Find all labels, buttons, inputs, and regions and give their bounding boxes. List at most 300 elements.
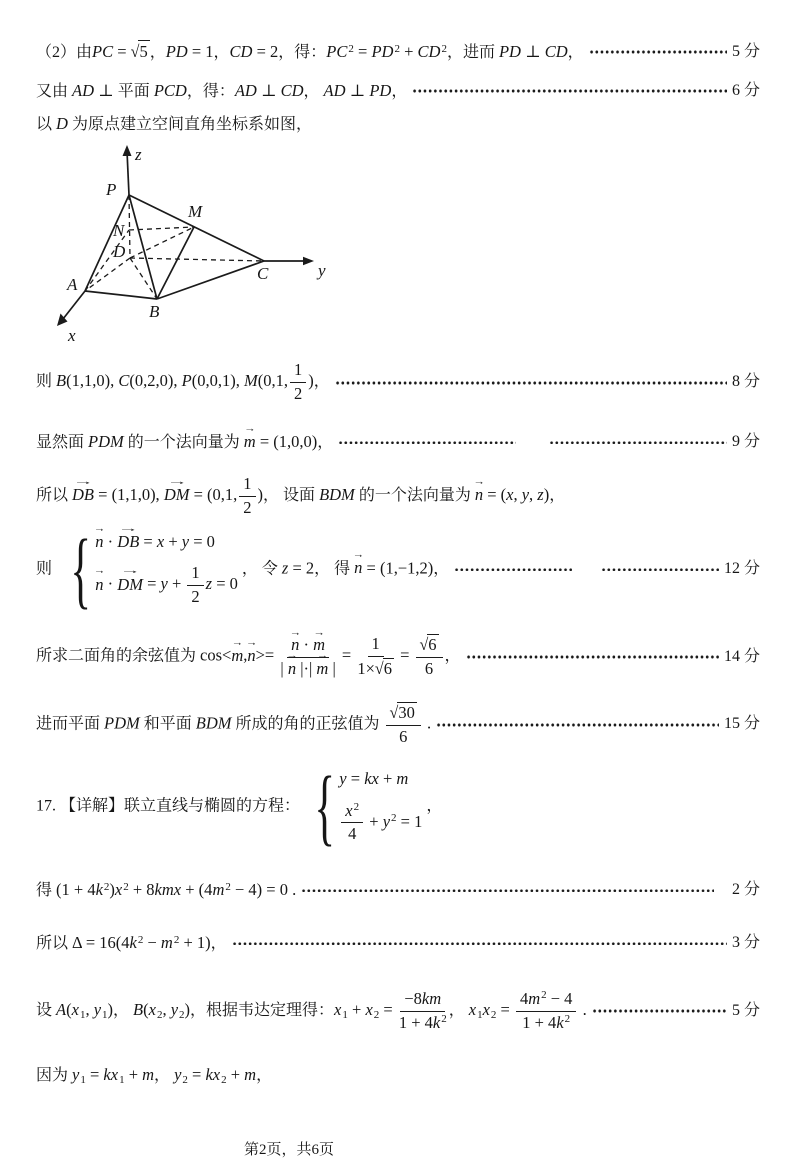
math-variable: z bbox=[205, 574, 213, 594]
math-variable: CD bbox=[417, 42, 441, 61]
text-run bbox=[732, 1001, 760, 1022]
vector-base bbox=[72, 484, 95, 504]
text: 9 分 bbox=[732, 433, 761, 451]
math-text: 5 bbox=[139, 42, 148, 61]
label-y: y bbox=[318, 261, 326, 281]
superscript: 2 bbox=[353, 801, 360, 814]
math-text: . bbox=[578, 999, 587, 1019]
math-text: = bbox=[85, 1064, 104, 1084]
math-text: ⊥ bbox=[520, 42, 545, 61]
text-run bbox=[36, 879, 296, 902]
math-variable: y bbox=[160, 574, 168, 594]
solution-line bbox=[36, 702, 760, 748]
vector-arrow-icon: → bbox=[286, 651, 298, 662]
text: 的一个法向量为 bbox=[123, 434, 244, 452]
vector-base bbox=[95, 574, 104, 594]
math-variable: km bbox=[421, 988, 442, 1008]
solution-lines-top bbox=[36, 40, 760, 135]
math-variable: DB bbox=[117, 531, 140, 551]
solution-line bbox=[36, 474, 760, 519]
superscript: 2 bbox=[173, 933, 180, 946]
text: ， bbox=[317, 434, 334, 452]
subscript: 2 bbox=[182, 1073, 188, 1086]
math-text: = (0,1, bbox=[189, 484, 238, 504]
math-variable: z bbox=[537, 484, 544, 504]
text: 2 分 bbox=[731, 881, 760, 899]
text: 进而平面 bbox=[36, 715, 105, 733]
math-variable: AD bbox=[72, 80, 95, 100]
text: ，进而 bbox=[446, 44, 499, 61]
dot-leader bbox=[589, 50, 727, 54]
math-text: , bbox=[162, 999, 171, 1019]
math-variable: k bbox=[432, 1012, 441, 1032]
text-run bbox=[724, 559, 760, 580]
vector-arrow-icon: → bbox=[93, 523, 106, 534]
text: 为原点建立空间直角坐标系如图， bbox=[67, 115, 312, 133]
math-variable: n bbox=[287, 658, 297, 678]
math-text: ) bbox=[257, 484, 264, 504]
solution-line bbox=[36, 424, 761, 454]
vector bbox=[72, 477, 95, 507]
math-variable: x bbox=[468, 999, 477, 1019]
label-M: M bbox=[188, 202, 203, 222]
solid-edges bbox=[63, 151, 306, 322]
page-footer: 第2页，共6页 bbox=[244, 1142, 335, 1159]
text: ， bbox=[391, 82, 408, 100]
axis-arrowheads bbox=[57, 145, 314, 326]
solution-lines-bottom bbox=[36, 360, 760, 1086]
vector-arrow-icon: → bbox=[72, 477, 94, 487]
math-variable: PCD bbox=[153, 80, 187, 100]
subscript: 1 bbox=[80, 1073, 86, 1086]
text: ， bbox=[256, 1066, 273, 1084]
text: 所成的角的正弦值为 bbox=[231, 715, 384, 733]
vector-base bbox=[117, 531, 140, 551]
numerator bbox=[368, 634, 384, 657]
vector-base bbox=[231, 645, 244, 665]
math-text: 1 bbox=[293, 360, 303, 380]
math-variable: AD bbox=[234, 80, 257, 100]
text: 12 分 bbox=[723, 560, 760, 578]
text: 15 分 bbox=[723, 715, 760, 733]
radical-sign-icon: √ bbox=[389, 704, 399, 723]
solution-line bbox=[36, 1064, 760, 1087]
text-run bbox=[724, 714, 760, 735]
denominator bbox=[280, 651, 336, 680]
text-run bbox=[724, 647, 760, 668]
text-run bbox=[36, 113, 312, 136]
text: ， bbox=[303, 82, 324, 100]
z-axis-arrow-icon bbox=[123, 145, 132, 156]
math-text: cos< bbox=[200, 645, 232, 665]
fraction bbox=[280, 627, 336, 680]
math-variable: C bbox=[118, 371, 130, 391]
vector-arrow-icon: → bbox=[231, 637, 244, 648]
math-variable: n bbox=[474, 484, 484, 504]
math-variable: m bbox=[160, 933, 173, 953]
math-variable: B bbox=[133, 999, 144, 1019]
subscript: 1 bbox=[119, 1073, 125, 1086]
math-variable: M bbox=[243, 371, 258, 391]
fraction bbox=[416, 634, 443, 680]
solution-line bbox=[36, 521, 760, 618]
fraction bbox=[290, 360, 306, 405]
math-variable: PC bbox=[92, 42, 114, 61]
math-text: · bbox=[103, 574, 118, 594]
coordinate-figure bbox=[42, 143, 760, 350]
math-text: = 0 bbox=[212, 574, 238, 594]
label-D: D bbox=[113, 242, 126, 262]
text: 所以 bbox=[36, 486, 73, 504]
subscript: 1 bbox=[342, 1009, 348, 1022]
math-variable: y bbox=[174, 1064, 182, 1084]
subscript: 1 bbox=[79, 1009, 86, 1022]
solution-line bbox=[36, 80, 760, 103]
vector bbox=[231, 637, 244, 668]
label-B: B bbox=[149, 302, 160, 322]
math-text: = bbox=[187, 1064, 206, 1084]
superscript: 2 bbox=[441, 42, 447, 55]
superscript: 2 bbox=[564, 1013, 571, 1026]
text: ， bbox=[149, 44, 166, 61]
denominator bbox=[294, 383, 302, 405]
math-text: = bbox=[496, 999, 514, 1019]
text: ， bbox=[313, 373, 330, 391]
superscript: 2 bbox=[103, 880, 110, 893]
vector-arrow-icon: → bbox=[166, 477, 188, 487]
text-run bbox=[36, 521, 450, 618]
math-text: ( bbox=[66, 999, 72, 1019]
math-variable: x bbox=[345, 800, 353, 820]
text: 8 分 bbox=[731, 373, 760, 391]
math-text: = bbox=[139, 531, 157, 551]
label-P: P bbox=[106, 180, 117, 200]
math-variable: PDM bbox=[104, 713, 140, 733]
text-run bbox=[36, 424, 334, 454]
radical-sign-icon: √ bbox=[374, 660, 384, 679]
superscript: 2 bbox=[225, 880, 231, 893]
text: ，得： bbox=[278, 44, 327, 61]
math-variable: P bbox=[181, 371, 192, 391]
math-text: , bbox=[85, 999, 94, 1019]
denominator bbox=[348, 823, 356, 845]
dot-leader bbox=[454, 568, 572, 572]
text: ， bbox=[549, 486, 566, 504]
vector bbox=[163, 477, 190, 507]
math-text: ) bbox=[308, 371, 314, 391]
math-variable: DM bbox=[117, 574, 143, 594]
math-text: . bbox=[422, 713, 432, 733]
math-variable: m bbox=[231, 645, 244, 665]
math-text: 6 bbox=[428, 635, 437, 655]
solution-line bbox=[36, 758, 760, 855]
math-text: 4 bbox=[519, 988, 529, 1008]
vector-arrow-icon: → bbox=[117, 523, 139, 534]
math-variable: x bbox=[506, 484, 514, 504]
math-variable: CD bbox=[544, 42, 568, 61]
math-variable: x bbox=[334, 999, 342, 1019]
superscript: 2 bbox=[441, 1013, 447, 1026]
math-variable: PD bbox=[165, 42, 188, 61]
math-variable: m bbox=[142, 1064, 155, 1084]
text-run bbox=[36, 40, 584, 64]
equation-system bbox=[304, 758, 423, 855]
math-text: = bbox=[337, 645, 356, 665]
superscript: 2 bbox=[394, 42, 400, 55]
math-variable: PD bbox=[369, 80, 392, 100]
text-run bbox=[732, 372, 760, 393]
math-text: 6 bbox=[399, 726, 408, 746]
subscript: 2 bbox=[490, 1009, 497, 1022]
math-variable: CD bbox=[229, 42, 253, 61]
vector-base bbox=[354, 560, 362, 577]
radical bbox=[389, 702, 417, 723]
dot-leader bbox=[436, 723, 719, 727]
denominator bbox=[243, 497, 251, 519]
math-text: = bbox=[346, 768, 365, 788]
math-variable: m bbox=[396, 768, 409, 788]
vector-base bbox=[474, 484, 484, 504]
label-A: A bbox=[67, 275, 78, 295]
dot-leader bbox=[601, 568, 719, 572]
vector bbox=[117, 566, 143, 597]
text-run bbox=[732, 42, 760, 63]
text: （2）由 bbox=[36, 44, 93, 61]
vector-arrow-icon: → bbox=[473, 477, 485, 487]
left-brace: { bbox=[314, 758, 335, 855]
superscript: 2 bbox=[348, 42, 354, 55]
numerator bbox=[290, 360, 306, 383]
math-variable: B bbox=[56, 371, 67, 391]
math-variable: m bbox=[316, 658, 329, 678]
text: 因为 bbox=[36, 1066, 73, 1084]
vector bbox=[93, 566, 106, 597]
dot-leader bbox=[592, 1009, 727, 1013]
math-text: ⊥ bbox=[345, 80, 370, 100]
text-run bbox=[36, 989, 587, 1034]
text: ， bbox=[113, 1001, 134, 1019]
math-variable: kx bbox=[205, 1064, 221, 1084]
math-text: −8 bbox=[404, 988, 422, 1008]
math-variable: m bbox=[243, 432, 256, 452]
fraction bbox=[399, 989, 447, 1034]
math-variable: n bbox=[95, 531, 104, 551]
subscript: 2 bbox=[156, 1009, 163, 1022]
math-text: 6 bbox=[383, 659, 392, 679]
math-text: + bbox=[347, 999, 366, 1019]
text: ， bbox=[567, 44, 584, 61]
math-variable: x bbox=[148, 999, 156, 1019]
vector-arrow-icon: → bbox=[352, 550, 365, 560]
radicand bbox=[138, 40, 149, 64]
subscript: 1 bbox=[102, 1009, 108, 1022]
solution-line bbox=[36, 879, 760, 902]
math-variable: PDM bbox=[88, 432, 124, 452]
math-variable: y bbox=[93, 999, 102, 1019]
math-text: = 1 bbox=[396, 811, 423, 831]
math-variable: kmx bbox=[154, 880, 182, 900]
radicand bbox=[383, 658, 394, 680]
solution-line bbox=[36, 40, 760, 64]
math-text: + bbox=[378, 768, 397, 788]
math-text: = 1 bbox=[187, 42, 214, 61]
math-variable: kx bbox=[364, 768, 379, 788]
text: 则 bbox=[36, 373, 57, 391]
math-text: + 8 bbox=[128, 880, 155, 900]
denominator bbox=[522, 1012, 570, 1034]
math-variable: z bbox=[281, 558, 289, 578]
math-text: ) bbox=[109, 880, 115, 900]
math-variable: k bbox=[556, 1012, 564, 1032]
math-variable: x bbox=[156, 531, 165, 551]
text: 5 分 bbox=[731, 1001, 760, 1019]
text: 17. 【详解】联立直线与椭圆的方程： bbox=[36, 797, 301, 815]
dot-leader bbox=[549, 441, 727, 445]
math-variable: D bbox=[56, 113, 68, 133]
label-C: C bbox=[257, 264, 269, 284]
math-variable: PC bbox=[326, 42, 348, 61]
math-text: | bbox=[280, 658, 288, 678]
vector bbox=[316, 651, 329, 680]
text-run bbox=[36, 758, 443, 855]
math-text: >= bbox=[255, 645, 279, 665]
vector-arrow-icon: → bbox=[245, 637, 258, 648]
math-text: = bbox=[353, 42, 372, 61]
text: 显然面 bbox=[36, 434, 89, 452]
math-text: + bbox=[365, 811, 383, 831]
math-variable: CD bbox=[280, 80, 304, 100]
radicand bbox=[427, 634, 438, 656]
math-text: = 0 bbox=[189, 531, 215, 551]
math-text: (0,2,0), bbox=[129, 371, 182, 391]
numerator bbox=[400, 989, 445, 1012]
text: 得 bbox=[36, 882, 57, 900]
math-text: 2 bbox=[191, 587, 200, 607]
math-text: + (4 bbox=[181, 880, 213, 900]
math-text: ( bbox=[143, 999, 149, 1019]
text: ， bbox=[448, 1001, 469, 1019]
numerator bbox=[386, 702, 421, 726]
subscript: 2 bbox=[221, 1073, 227, 1086]
text: 以 bbox=[36, 115, 57, 133]
math-text: − bbox=[143, 933, 161, 953]
math-text: + 1) bbox=[179, 933, 211, 953]
left-brace: { bbox=[70, 521, 91, 618]
math-variable: m bbox=[528, 988, 541, 1008]
math-text: · bbox=[299, 634, 314, 654]
numerator bbox=[341, 801, 363, 824]
numerator bbox=[239, 474, 255, 497]
radical-sign-icon: √ bbox=[419, 636, 429, 655]
vector bbox=[117, 523, 140, 554]
system-row bbox=[339, 768, 408, 791]
text: 所求二面角的余弦值为 bbox=[36, 647, 201, 665]
vector bbox=[245, 637, 258, 668]
math-text: = (1,0,0) bbox=[255, 432, 318, 452]
vector-arrow-icon: → bbox=[316, 651, 329, 662]
math-text: ⊥ bbox=[256, 80, 281, 100]
math-text: = (1,1,0), bbox=[94, 484, 164, 504]
math-variable: k bbox=[95, 880, 103, 900]
math-variable: BDM bbox=[319, 484, 355, 504]
solution-line bbox=[36, 989, 760, 1034]
vector-arrow-icon: → bbox=[119, 566, 141, 577]
text: 平面 bbox=[117, 82, 154, 100]
math-text: 1 bbox=[371, 634, 380, 654]
math-variable: k bbox=[129, 933, 137, 953]
vector-arrow-icon: → bbox=[289, 627, 301, 638]
math-text: ) bbox=[107, 999, 114, 1019]
math-variable: y bbox=[170, 999, 179, 1019]
subscript: 2 bbox=[373, 1009, 380, 1022]
math-variable: AD bbox=[323, 80, 346, 100]
vector-arrow-icon: → bbox=[313, 627, 325, 638]
math-text: ⊥ bbox=[94, 80, 118, 100]
superscript: 2 bbox=[391, 812, 397, 825]
vector-base bbox=[117, 574, 143, 594]
math-text: |·| bbox=[296, 658, 317, 678]
denominator bbox=[191, 586, 199, 608]
text: ， 令 bbox=[241, 560, 282, 578]
math-variable: y bbox=[181, 531, 190, 551]
radical-sign-icon: √ bbox=[130, 43, 140, 62]
superscript: 2 bbox=[123, 880, 129, 893]
text: 和平面 bbox=[139, 715, 196, 733]
text: 14 分 bbox=[723, 647, 760, 665]
vector-arrow-icon: → bbox=[243, 424, 256, 434]
dot-leader bbox=[466, 655, 719, 659]
math-text: , bbox=[243, 645, 248, 665]
text: ， 得 bbox=[314, 560, 355, 578]
math-text: = bbox=[395, 645, 414, 665]
text-run bbox=[36, 932, 227, 955]
math-text: (1,1,0), bbox=[66, 371, 119, 391]
text: 所以 bbox=[36, 935, 73, 953]
subscript: 2 bbox=[179, 1009, 185, 1022]
text: ， bbox=[426, 797, 443, 815]
text-run bbox=[732, 880, 760, 901]
math-text: | bbox=[328, 658, 336, 678]
vector-arrow-icon: → bbox=[93, 566, 106, 577]
math-text: 1 bbox=[243, 473, 252, 493]
math-variable: m bbox=[313, 634, 326, 654]
math-text: , bbox=[529, 484, 538, 504]
math-text: 1 bbox=[191, 563, 200, 583]
text: ， bbox=[210, 935, 227, 953]
vector-base bbox=[95, 531, 104, 551]
text-run bbox=[732, 81, 760, 102]
fraction bbox=[187, 563, 203, 608]
numerator bbox=[516, 989, 576, 1012]
math-text: 1 + 4 bbox=[522, 1012, 557, 1032]
math-variable: m bbox=[244, 1064, 257, 1084]
math-text: 1 + 4 bbox=[398, 1012, 433, 1032]
text: ，得： bbox=[186, 82, 235, 100]
denominator bbox=[425, 658, 433, 680]
superscript: 2 bbox=[541, 989, 547, 1002]
denominator bbox=[399, 726, 407, 748]
math-text: 30 bbox=[398, 702, 415, 722]
radical bbox=[131, 44, 150, 61]
numerator bbox=[416, 634, 443, 658]
math-text: 1× bbox=[357, 659, 375, 679]
text-run bbox=[36, 1064, 272, 1087]
math-text: = bbox=[142, 574, 161, 594]
text: ， bbox=[154, 1066, 175, 1084]
dot-leader bbox=[335, 381, 727, 385]
text: 6 分 bbox=[731, 81, 760, 99]
math-text: + bbox=[124, 1064, 143, 1084]
